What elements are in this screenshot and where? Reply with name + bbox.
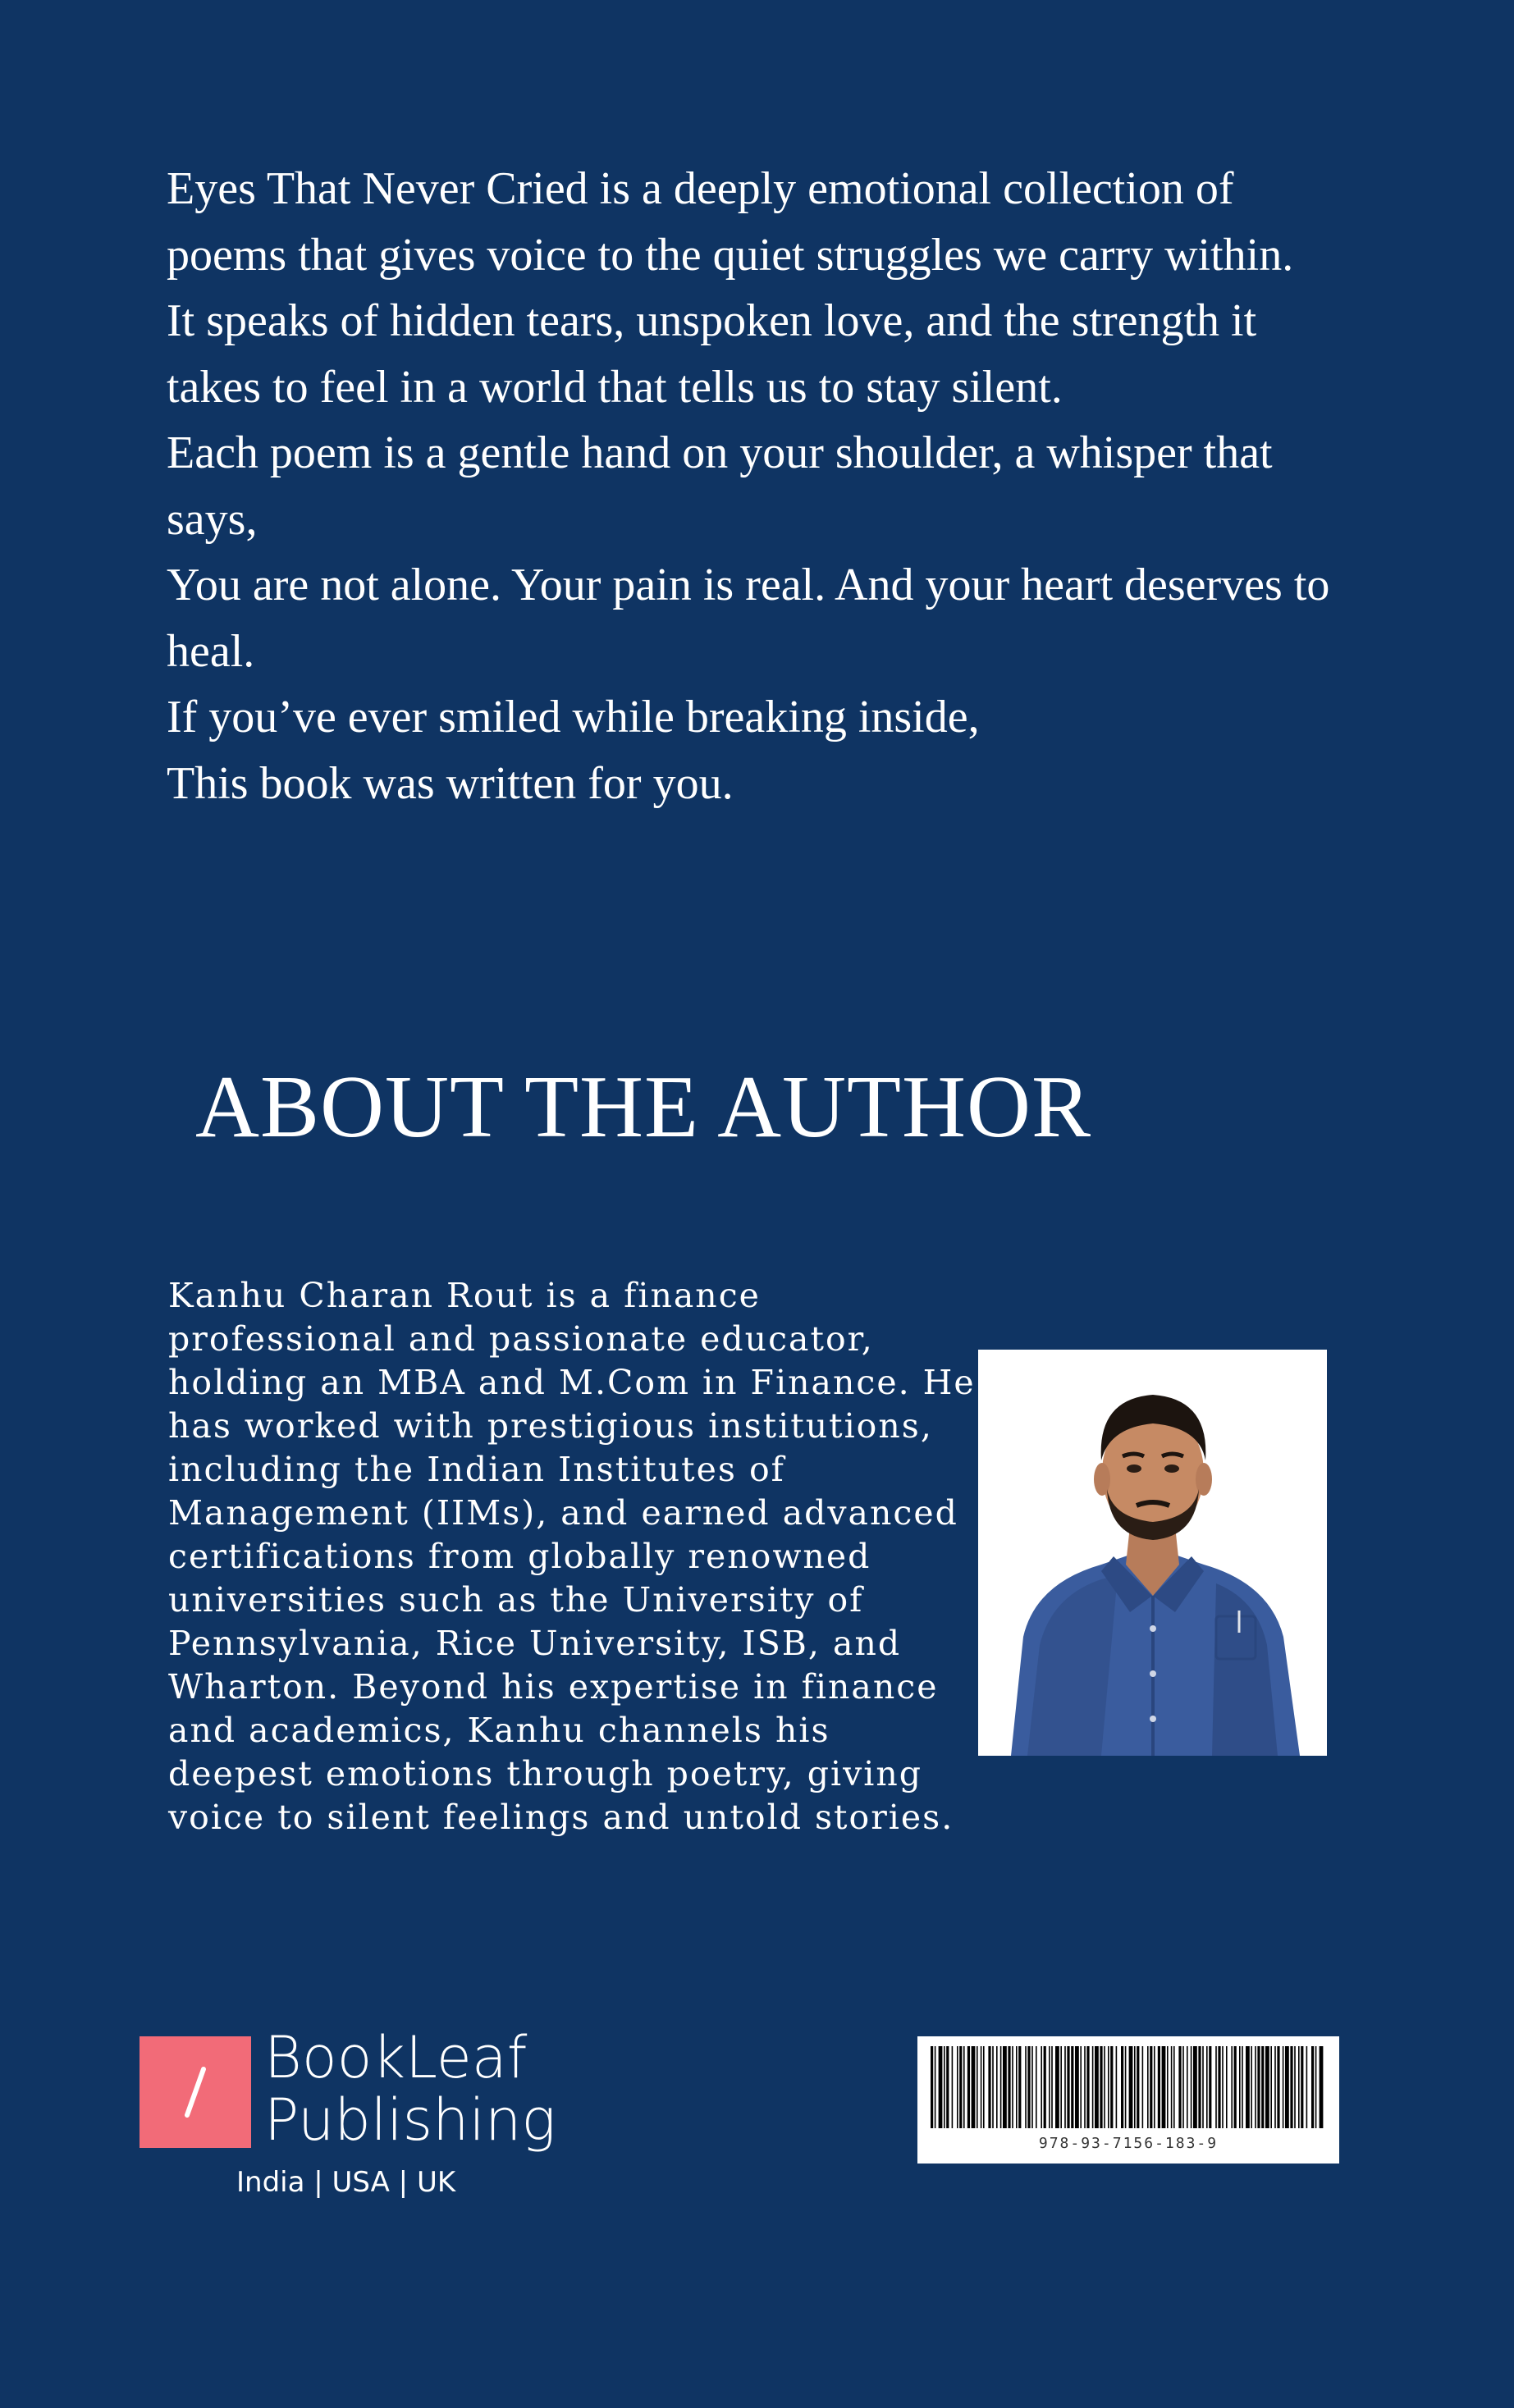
barcode-bar bbox=[1110, 2046, 1113, 2128]
barcode-bar bbox=[1060, 2046, 1062, 2128]
barcode-bar bbox=[1320, 2046, 1324, 2128]
barcode-bar bbox=[952, 2046, 954, 2128]
barcode-bar bbox=[1242, 2046, 1243, 2128]
barcode-bar bbox=[1064, 2046, 1066, 2128]
barcode-bar bbox=[1008, 2046, 1010, 2128]
barcode-bar bbox=[1071, 2046, 1073, 2128]
author-portrait-illustration bbox=[978, 1350, 1327, 1756]
barcode-bar bbox=[939, 2046, 943, 2128]
barcode-bar bbox=[1311, 2046, 1314, 2128]
slash-icon bbox=[140, 2036, 251, 2148]
barcode-bar bbox=[931, 2046, 933, 2128]
barcode-bar bbox=[1121, 2046, 1123, 2128]
blurb-paragraph: If you’ve ever smiled while breaking inside, bbox=[167, 692, 980, 743]
blurb-paragraph: Each poem is a gentle hand on your shoulder, a whisper that says, bbox=[167, 427, 1273, 545]
barcode-bar bbox=[1290, 2046, 1292, 2128]
barcode-bar bbox=[1150, 2046, 1152, 2128]
barcode-bar bbox=[1198, 2046, 1201, 2128]
barcode-bar bbox=[1086, 2046, 1089, 2128]
barcode-bar bbox=[1274, 2046, 1276, 2128]
barcode-bar bbox=[957, 2046, 958, 2128]
barcode-bar bbox=[1125, 2046, 1127, 2128]
barcode-bar bbox=[983, 2046, 985, 2128]
barcode-bar bbox=[1215, 2046, 1217, 2128]
barcode-bar bbox=[1222, 2046, 1224, 2128]
barcode-bar bbox=[988, 2046, 990, 2128]
barcode-bar bbox=[1294, 2046, 1296, 2128]
barcode-bar bbox=[992, 2046, 994, 2128]
barcode-bar bbox=[1209, 2046, 1211, 2128]
barcode-bar bbox=[1137, 2046, 1139, 2128]
barcode-bar bbox=[1191, 2046, 1192, 2128]
barcode-bar bbox=[1084, 2046, 1086, 2128]
barcode-bar bbox=[1027, 2046, 1030, 2128]
barcode-bar bbox=[1171, 2046, 1173, 2128]
barcode-bar bbox=[1031, 2046, 1033, 2128]
barcode-bar bbox=[1315, 2046, 1317, 2128]
barcode-bar bbox=[1283, 2046, 1284, 2128]
barcode-bar bbox=[963, 2046, 965, 2128]
barcode-bar bbox=[1116, 2046, 1118, 2128]
barcode-bar bbox=[1012, 2046, 1013, 2128]
blurb-paragraph: Eyes That Never Cried is a deeply emotional collection of poems that gives voice to the quiet struggles we carry within. It speaks of hidden tears, unspoken love, and the strength it takes to feel in a world that tells us to stay silent. bbox=[167, 163, 1294, 413]
barcode-bar bbox=[1193, 2046, 1197, 2128]
barcode-bar bbox=[935, 2046, 936, 2128]
author-photo bbox=[978, 1350, 1327, 1756]
barcode-bar bbox=[1003, 2046, 1007, 2128]
barcode-bar bbox=[1100, 2046, 1102, 2128]
publisher-regions: India | USA | UK bbox=[236, 2166, 456, 2199]
about-author-heading: ABOUT THE AUTHOR bbox=[195, 1058, 1092, 1156]
barcode-bar bbox=[1154, 2046, 1155, 2128]
barcode-bar bbox=[1182, 2046, 1184, 2128]
publisher-logo-mark bbox=[140, 2036, 251, 2148]
barcode-bar bbox=[981, 2046, 982, 2128]
author-bio: Kanhu Charan Rout is a finance professional and passionate educator, holding an MBA and M.Com in Finance. He has worked with prestigious institutions, including the Indian Institutes of Management (IIMs), and earned advanced certifications from globally renowned universities such as the University of Pennsylvania, Rice University, ISB, and Wharton. Beyond his expertise in finance and academics, Kanhu channels his deepest emotions through poetry, giving voice to silent feelings and untold stories. bbox=[168, 1276, 976, 1837]
barcode-bar bbox=[1051, 2046, 1053, 2128]
publisher-name bbox=[264, 2024, 556, 2154]
barcode-bar bbox=[1178, 2046, 1181, 2128]
barcode-bar bbox=[967, 2046, 970, 2128]
barcode-bar bbox=[1265, 2046, 1269, 2128]
barcode-bar bbox=[1251, 2046, 1252, 2128]
blurb-paragraph: This book was written for you. bbox=[167, 757, 734, 809]
barcode-bar bbox=[1158, 2046, 1160, 2128]
barcode-bar bbox=[946, 2046, 949, 2128]
barcode-bar bbox=[1257, 2046, 1260, 2128]
barcode-bar bbox=[1226, 2046, 1228, 2128]
barcode-bar bbox=[1104, 2046, 1105, 2128]
barcode-bar bbox=[959, 2046, 962, 2128]
barcode-bar bbox=[1142, 2046, 1144, 2128]
barcode-bar bbox=[1000, 2046, 1002, 2128]
back-cover-blurb bbox=[167, 156, 1332, 816]
barcode-bar bbox=[1041, 2046, 1042, 2128]
barcode-bar bbox=[1025, 2046, 1027, 2128]
barcode-bar bbox=[1234, 2046, 1237, 2128]
barcode-bar bbox=[1218, 2046, 1220, 2128]
barcode-bar bbox=[996, 2046, 998, 2128]
barcode-bar bbox=[1075, 2046, 1079, 2128]
barcode-bar bbox=[1255, 2046, 1256, 2128]
barcode-bar bbox=[1270, 2046, 1272, 2128]
barcode-bar bbox=[1049, 2046, 1050, 2128]
barcode-bar bbox=[1044, 2046, 1046, 2128]
barcode-bar bbox=[1206, 2046, 1208, 2128]
barcode-bar bbox=[1167, 2046, 1169, 2128]
barcode-bar bbox=[1108, 2046, 1109, 2128]
blurb-paragraph: You are not alone. Your pain is real. And your heart deserves to heal. bbox=[167, 560, 1330, 677]
barcode-bar bbox=[1202, 2046, 1204, 2128]
publisher-name-line1: BookLeaf bbox=[264, 2024, 528, 2091]
publisher-name-line2: Publishing bbox=[264, 2086, 556, 2154]
barcode-bar bbox=[1301, 2046, 1303, 2128]
barcode-bar bbox=[1187, 2046, 1188, 2128]
barcode-bar bbox=[1147, 2046, 1149, 2128]
barcode-bar bbox=[1173, 2046, 1175, 2128]
barcode-bar bbox=[1306, 2046, 1308, 2128]
barcode-bar bbox=[1162, 2046, 1166, 2128]
barcode-bar bbox=[1261, 2046, 1264, 2128]
barcode-bar bbox=[944, 2046, 945, 2128]
barcode-bar bbox=[1285, 2046, 1289, 2128]
barcode-bar bbox=[972, 2046, 976, 2128]
barcode-bar bbox=[1298, 2046, 1300, 2128]
barcode-bar bbox=[1016, 2046, 1018, 2128]
barcode-bar bbox=[1239, 2046, 1241, 2128]
barcode-bar bbox=[1036, 2046, 1037, 2128]
barcode-bar bbox=[977, 2046, 978, 2128]
barcode-bar bbox=[1018, 2046, 1021, 2128]
barcode-bar bbox=[1277, 2046, 1279, 2128]
barcode-bar bbox=[1080, 2046, 1082, 2128]
barcode-bar bbox=[1055, 2046, 1059, 2128]
barcode-bar bbox=[1129, 2046, 1133, 2128]
isbn-number: 978-93-7156-183-9 bbox=[1038, 2135, 1219, 2152]
isbn-barcode bbox=[917, 2036, 1339, 2164]
barcode-bar bbox=[1067, 2046, 1069, 2128]
barcode-bar bbox=[1092, 2046, 1094, 2128]
barcode-bar bbox=[1134, 2046, 1136, 2128]
barcode-bar bbox=[1231, 2046, 1233, 2128]
barcode-bar bbox=[1095, 2046, 1099, 2128]
barcode-bars bbox=[927, 2046, 1329, 2132]
barcode-bar bbox=[1246, 2046, 1250, 2128]
